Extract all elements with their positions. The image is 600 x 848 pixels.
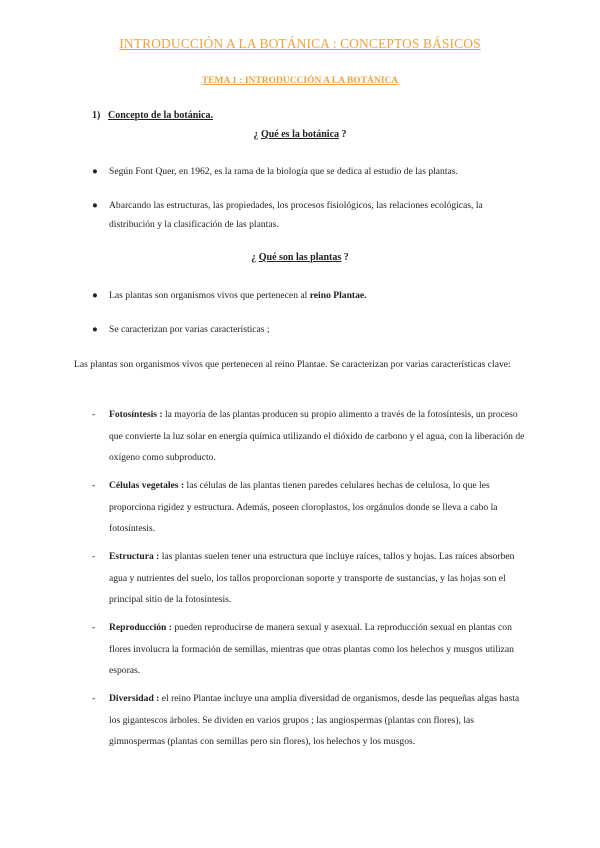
list-item: ● Las plantas son organismos vivos que pertenecen al reino Plantae. — [92, 286, 522, 305]
dash-marker: - — [92, 693, 96, 704]
question-text: Qué son las plantas — [258, 252, 342, 263]
section-number: 1) — [92, 110, 101, 121]
feature-item: - Reproducción : pueden reproducirse de manera sexual y asexual. La reproducción sexual en plantas con flores involucra la formación de semillas, mientras que otras plantas como los helechos y musgos utilizan esporas. — [92, 617, 532, 682]
feature-term: Estructura : — [109, 551, 160, 562]
question-text: Qué es la botánica — [260, 129, 340, 140]
intro-paragraph: Las plantas son organismos vivos que pertenecen al reino Plantae. Se caracterizan por varias características clave: — [74, 359, 511, 370]
document-title: INTRODUCCIÓN A LA BOTÁNICA : CONCEPTOS BÁSICOS — [119, 36, 481, 51]
bullet-icon: ● — [92, 324, 98, 335]
feature-term: Diversidad : — [109, 693, 160, 704]
feature-term: Reproducción : — [109, 622, 172, 633]
feature-item: - Estructura : las plantas suelen tener una estructura que incluye raíces, tallos y hojas. Las raíces absorben agua y nutrientes del suelo, los tallos proporcionan soporte y transporte de sustancias, y las hojas son el principal sitio de la fotosíntesis. — [92, 546, 532, 611]
list-item: ● Abarcando las estructuras, las propiedades, los procesos fisiológicos, las relaciones ecológicas, la distribución y la clasificación de las plantas. — [92, 196, 522, 234]
bullet-icon: ● — [92, 290, 98, 301]
list-item: ● Se caracterizan por varias características ; — [92, 320, 522, 339]
kingdom-name: reino Plantae. — [309, 290, 367, 301]
list-item: ● Según Font Quer, en 1962, es la rama de la biología que se dedica al estudio de las plantas. — [92, 162, 522, 181]
dash-marker: - — [92, 480, 96, 491]
section-label: Concepto de la botánica. — [108, 110, 213, 121]
feature-item: - Células vegetales : las células de las plantas tienen paredes celulares hechas de celulosa, lo que les proporciona rigidez y estructura. Además, poseen cloroplastos, los orgánulos donde se lleva a cabo la fotosíntesis. — [92, 475, 532, 540]
feature-term: Células vegetales : — [109, 480, 185, 491]
bullet-icon: ● — [92, 166, 98, 177]
bullet-icon: ● — [92, 200, 98, 211]
dash-marker: - — [92, 622, 96, 633]
dash-marker: - — [92, 409, 96, 420]
dash-marker: - — [92, 551, 96, 562]
question-what-is-botany: ¿ Qué es la botánica ? — [253, 129, 347, 140]
feature-item: - Diversidad : el reino Plantae incluye una amplia diversidad de organismos, desde las pequeñas algas hasta los gigantescos árboles. Se dividen en varios grupos ; las angiospermas (plantas con flores), las gimnospermas (plantas con semillas pero sin flores), los helechos y los musgos. — [92, 688, 532, 753]
feature-term: Fotosíntesis : — [109, 409, 163, 420]
question-what-are-plants: ¿ Qué son las plantas ? — [251, 252, 349, 263]
feature-item: - Fotosíntesis : la mayoría de las plantas producen su propio alimento a través de la fotosíntesis, un proceso que convierte la luz solar en energía química utilizando el dióxido de carbono y el agua, con la liberación de oxígeno como subproducto. — [92, 404, 532, 469]
topic-subtitle: TEMA 1 : INTRODUCCIÓN A LA BOTÁNICA — [201, 76, 399, 86]
section-heading — [92, 110, 213, 121]
